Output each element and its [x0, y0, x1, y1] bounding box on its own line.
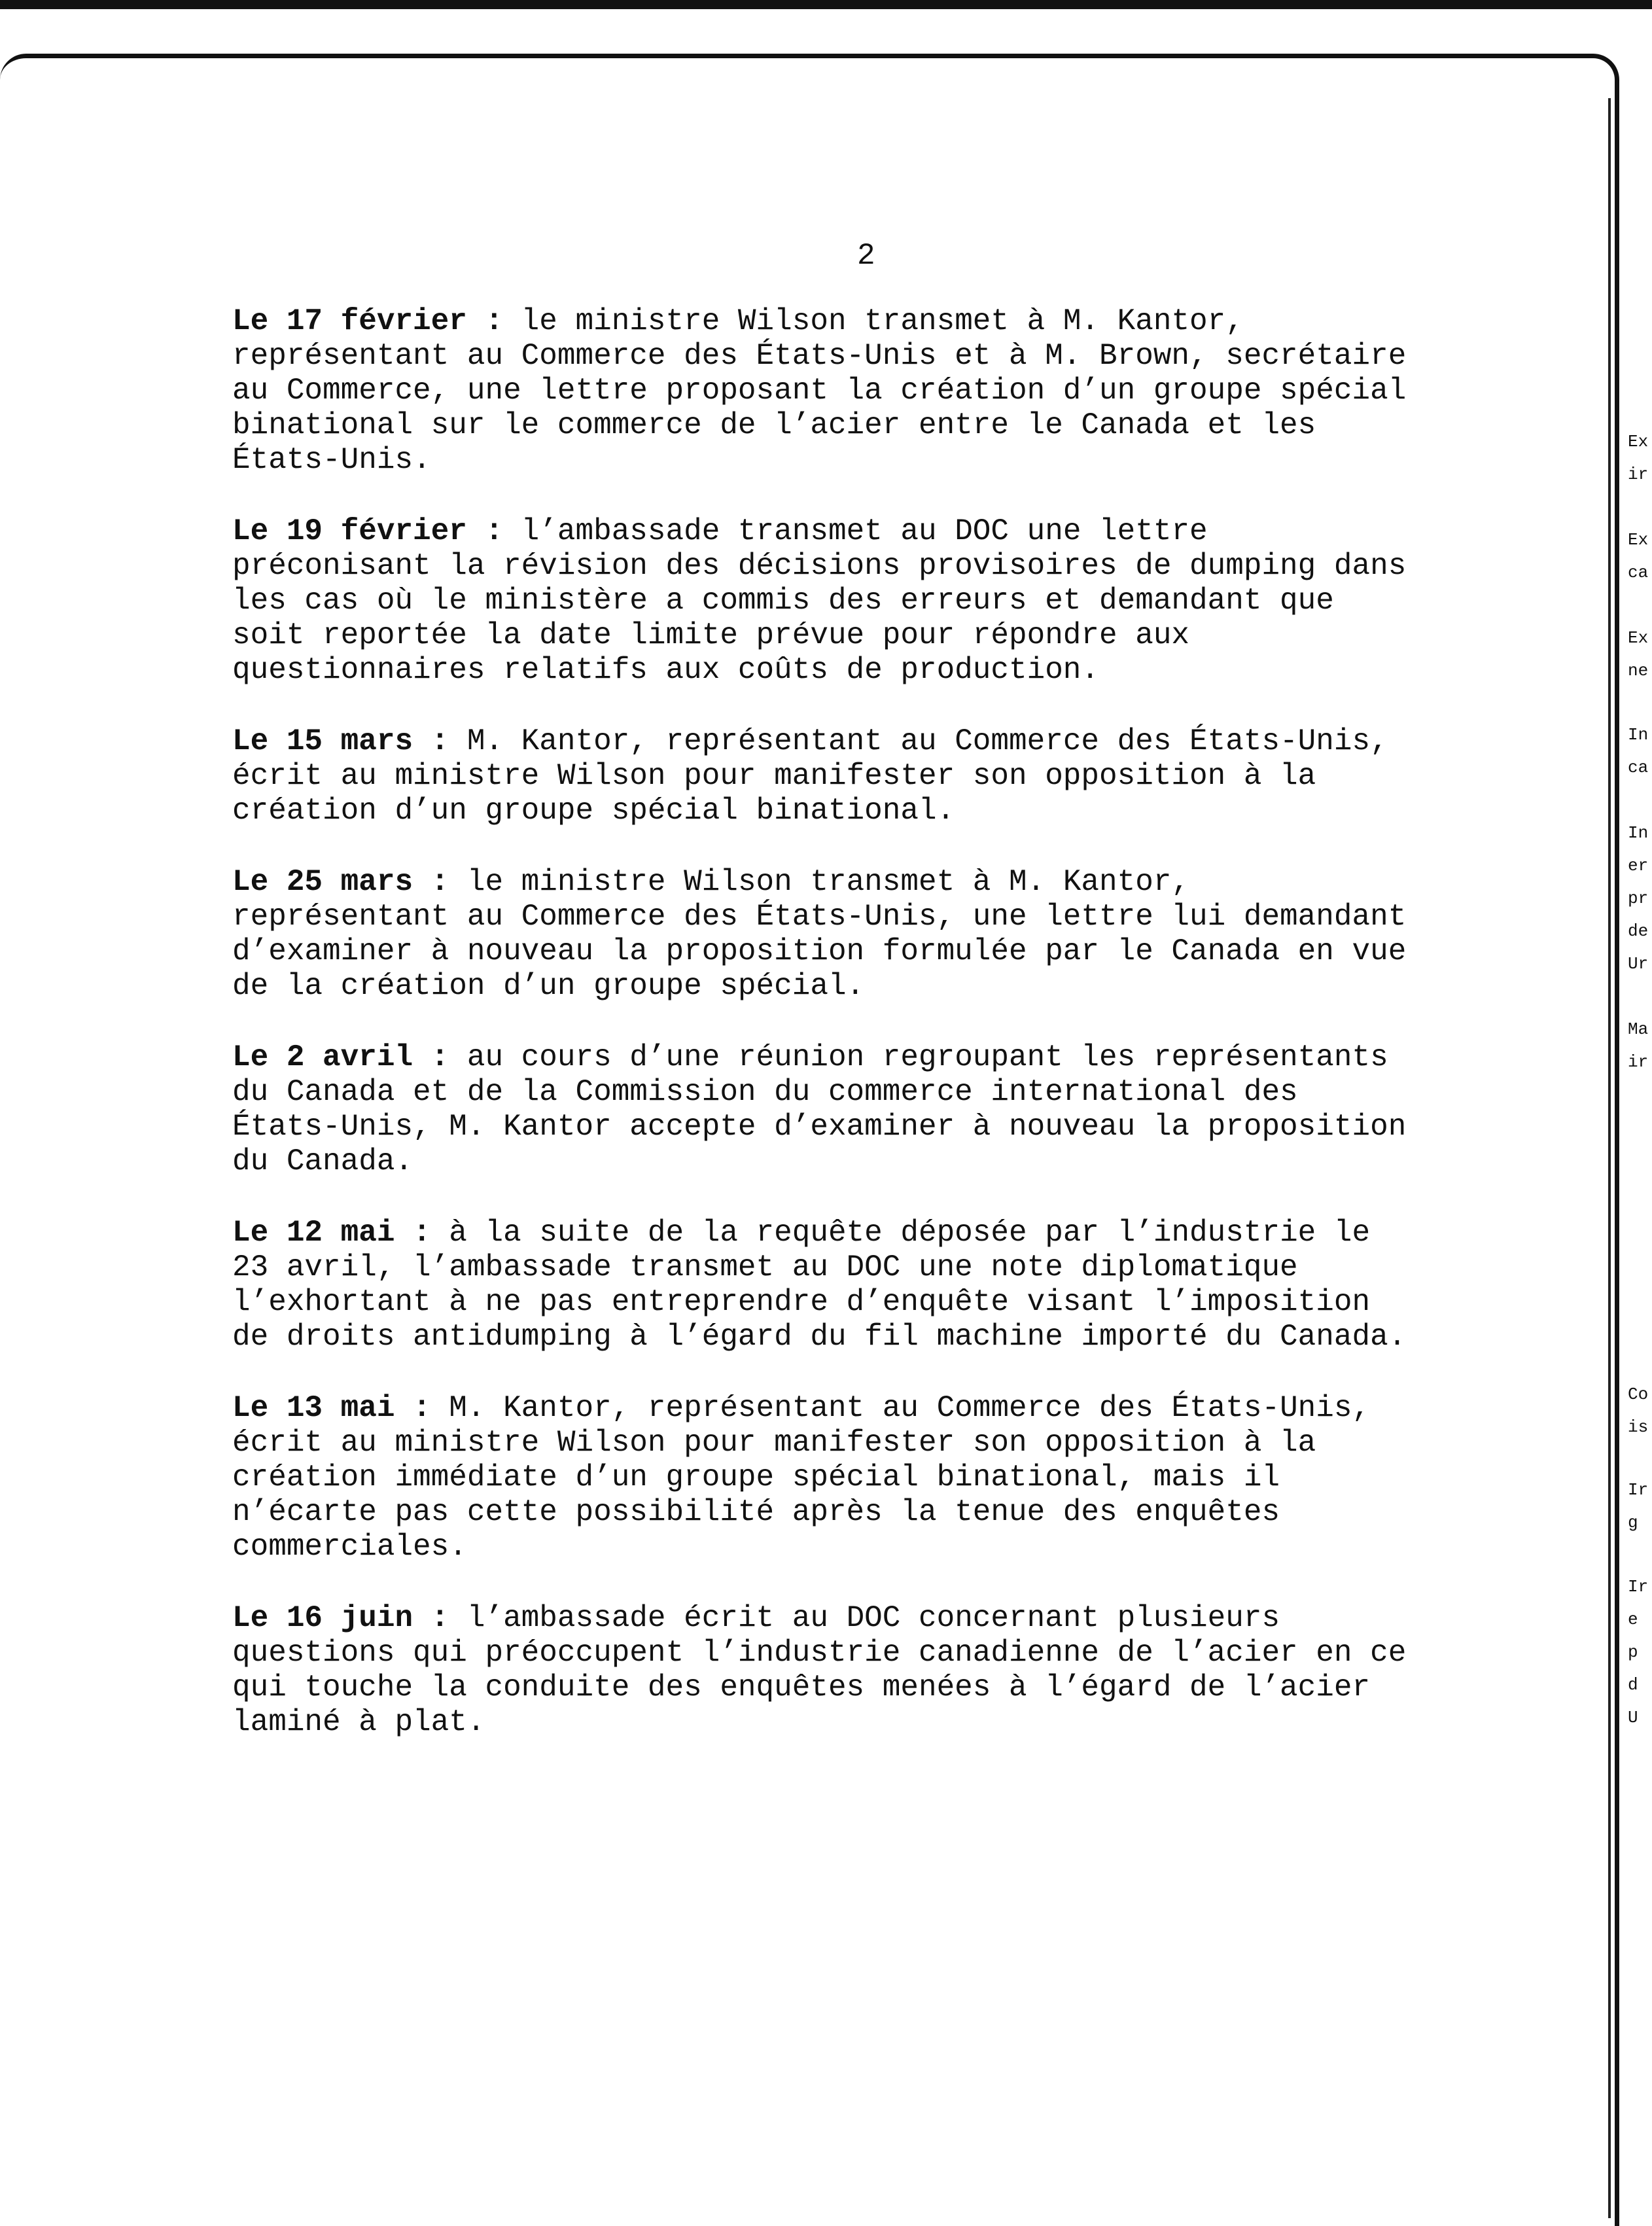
entry-date: Le 16 juin :	[232, 1601, 449, 1635]
side-fragment: Ex	[1628, 628, 1649, 648]
side-fragment: er	[1628, 856, 1649, 875]
entry-date: Le 12 mai :	[232, 1216, 431, 1250]
side-fragment: de	[1628, 921, 1649, 941]
side-fragment: In	[1628, 725, 1649, 745]
entry-mar-15	[232, 724, 1554, 828]
side-fragment: Co	[1628, 1385, 1649, 1404]
side-fragment: p	[1628, 1642, 1638, 1662]
entry-text: M. Kantor, représentant au Commerce des États-Unis, écrit au ministre Wilson pour manifester son opposition à la création immédiate d’un groupe spécial binational, mais il n’écarte pas cette possibilité après la tenue des enquêtes commerciales.	[232, 1391, 1371, 1564]
scan-top-border	[0, 0, 1652, 9]
side-fragment: U	[1628, 1708, 1638, 1727]
side-fragment: Ir	[1628, 1577, 1649, 1597]
entry-feb-19	[232, 514, 1554, 688]
page-number: 2	[857, 239, 875, 273]
side-fragment: ir	[1628, 1052, 1649, 1072]
entry-text: le ministre Wilson transmet à M. Kantor, représentant au Commerce des États-Unis, une lettre lui demandant d’examiner à nouveau la proposition formulée par le Canada en vue de la création d’un groupe spécial.	[232, 865, 1407, 1003]
entry-jun-16	[232, 1601, 1554, 1740]
entry-text: au cours d’une réunion regroupant les représentants du Canada et de la Commission du commerce international des États-Unis, M. Kantor accepte d’examiner à nouveau la proposition du Canada.	[232, 1040, 1407, 1178]
side-fragment: Ir	[1628, 1480, 1649, 1500]
entry-feb-17	[232, 304, 1554, 478]
side-fragment: e	[1628, 1610, 1638, 1629]
entry-text: l’ambassade transmet au DOC une lettre préconisant la révision des décisions provisoires de dumping dans les cas où le ministère a commis des erreurs et demandant que soit reportée la date limite prévue pour répondre aux questionnaires relatifs aux coûts de production.	[232, 514, 1407, 687]
page-frame-right-edge	[1608, 98, 1611, 2218]
side-fragment: In	[1628, 823, 1649, 843]
entry-apr-2	[232, 1040, 1554, 1179]
side-fragment: Ur	[1628, 954, 1649, 974]
side-fragment: Ma	[1628, 1019, 1649, 1039]
entry-date: Le 25 mars :	[232, 865, 449, 899]
entry-may-13	[232, 1391, 1554, 1564]
side-fragment: Ex	[1628, 432, 1649, 451]
side-fragment: ca	[1628, 563, 1649, 582]
entry-date: Le 15 mars :	[232, 724, 449, 758]
side-fragment: is	[1628, 1417, 1649, 1437]
side-fragment: ir	[1628, 465, 1649, 484]
entry-text: l’ambassade écrit au DOC concernant plusieurs questions qui préoccupent l’industrie canadienne de l’acier en ce qui touche la conduite des enquêtes menées à l’égard de l’acier laminé à plat.	[232, 1601, 1407, 1739]
side-fragment: pr	[1628, 889, 1649, 908]
entry-date: Le 13 mai :	[232, 1391, 431, 1425]
side-fragment: ca	[1628, 758, 1649, 777]
facing-page-clipped-column	[1628, 0, 1652, 2214]
side-fragment: ne	[1628, 661, 1649, 680]
side-fragment: g	[1628, 1513, 1638, 1532]
entry-text: à la suite de la requête déposée par l’industrie le 23 avril, l’ambassade transmet au DOC une note diplomatique l’exhortant à ne pas entreprendre d’enquête visant l’imposition de droits antidumping à l’égard du fil machine importé du Canada.	[232, 1216, 1407, 1354]
side-fragment: d	[1628, 1675, 1638, 1695]
chronology	[232, 304, 1554, 1776]
entry-may-12	[232, 1216, 1554, 1354]
entry-text: le ministre Wilson transmet à M. Kantor, représentant au Commerce des États-Unis et à M. Brown, secrétaire au Commerce, une lettre proposant la création d’un groupe spécial binational sur le commerce de l’acier entre le Canada et les États-Unis.	[232, 304, 1407, 477]
entry-date: Le 17 février :	[232, 304, 504, 338]
entry-mar-25	[232, 865, 1554, 1004]
entry-text: M. Kantor, représentant au Commerce des États-Unis, écrit au ministre Wilson pour manifester son opposition à la création d’un groupe spécial binational.	[232, 724, 1388, 828]
side-fragment: Ex	[1628, 530, 1649, 550]
entry-date: Le 19 février :	[232, 514, 504, 548]
entry-date: Le 2 avril :	[232, 1040, 449, 1074]
